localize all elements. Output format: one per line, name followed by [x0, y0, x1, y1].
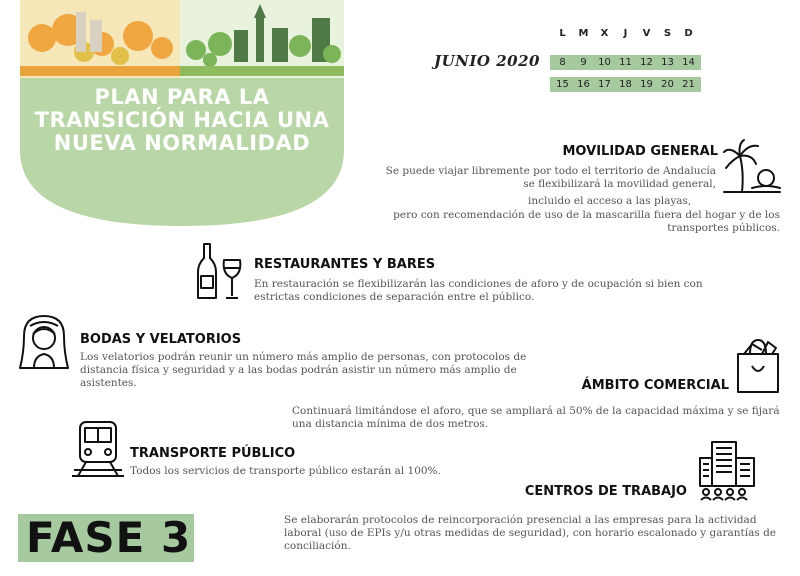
calendar-day: 17	[598, 79, 611, 90]
weekday-label: J	[623, 28, 628, 39]
calendar-weekday-header	[552, 28, 699, 39]
wine-bottle-glass-icon	[196, 240, 246, 302]
restaurantes-line: estrictas condiciones de separación entre el público.	[254, 291, 535, 303]
movilidad-line: incluido el acceso a las playas,	[528, 195, 692, 207]
bride-icon	[16, 312, 72, 372]
shopping-bag-icon	[734, 336, 782, 394]
bodas-line: Los velatorios podrán reunir un número más amplio de personas, con protocolos de	[80, 351, 527, 363]
restaurantes-title: RESTAURANTES Y BARES	[254, 257, 436, 272]
header-title-line-2: TRANSICIÓN HACIA UNA	[34, 108, 330, 132]
calendar-day: 18	[619, 79, 632, 90]
transporte-title: TRANSPORTE PÚBLICO	[130, 446, 296, 461]
calendar-day: 14	[682, 57, 695, 68]
bodas-title: BODAS Y VELATORIOS	[80, 332, 242, 347]
calendar-week-row	[550, 55, 701, 70]
calendar-day: 11	[619, 57, 632, 68]
movilidad-line: pero con recomendación de uso de la mascarilla fuera del hogar y de los	[393, 209, 780, 221]
calendar-day: 21	[682, 79, 695, 90]
calendar-day: 20	[661, 79, 674, 90]
calendar-day: 19	[640, 79, 653, 90]
comercial-title: ÁMBITO COMERCIAL	[581, 378, 729, 393]
movilidad-text-2	[528, 195, 691, 208]
phase-badge	[18, 514, 194, 562]
weekday-label: V	[642, 28, 651, 39]
comercial-line: una distancia mínima de dos metros.	[292, 418, 489, 430]
bodas-text	[80, 351, 526, 390]
calendar-day: 13	[661, 57, 674, 68]
calendar-day: 10	[598, 57, 611, 68]
train-icon	[70, 418, 126, 480]
weekday-label: S	[663, 28, 672, 39]
bodas-line: asistentes.	[80, 377, 137, 389]
movilidad-line: transportes públicos.	[667, 222, 780, 234]
calendar-day: 16	[577, 79, 590, 90]
weekday-label: M	[578, 28, 589, 39]
movilidad-text-3	[393, 209, 780, 235]
comercial-line: Continuará limitándose el aforo, que se ampliará al 50% de la capacidad máxima y se fijará	[292, 405, 780, 417]
weekday-label: D	[684, 28, 693, 39]
header-title-line-1: PLAN PARA LA	[94, 85, 270, 109]
calendar-month: JUNIO 2020	[434, 52, 540, 70]
header-title-line-3: NUEVA NORMALIDAD	[53, 131, 311, 155]
restaurantes-text	[254, 278, 703, 304]
movilidad-line: Se puede viajar libremente por todo el territorio de Andalucía	[385, 165, 716, 177]
trabajo-title: CENTROS DE TRABAJO	[524, 484, 687, 499]
transporte-text	[130, 465, 441, 478]
trabajo-line: Se elaborarán protocolos de reincorporación presencial a las empresas para la actividad	[284, 514, 757, 526]
movilidad-title: MOVILIDAD GENERAL	[562, 144, 718, 159]
comercial-text	[292, 405, 780, 431]
trabajo-line: laboral (uso de EPIs y/u otras medidas de seguridad), con horario escalonado y garantías de	[284, 527, 777, 539]
trabajo-text	[284, 514, 776, 553]
calendar-week-row	[550, 77, 701, 92]
transporte-line: Todos los servicios de transporte público estarán al 100%.	[130, 465, 441, 477]
movilidad-line: se flexibilizará la movilidad general,	[523, 178, 716, 190]
calendar-day: 12	[640, 57, 653, 68]
restaurantes-line: En restauración se flexibilizarán las condiciones de aforo y de ocupación si bien con	[254, 278, 703, 290]
calendar-day: 9	[580, 57, 587, 68]
office-building-icon	[696, 440, 758, 502]
movilidad-text-1	[386, 165, 716, 191]
bodas-line: distancia física y seguridad y a las bodas podrán asistir un número más amplio de	[80, 364, 517, 376]
trabajo-line: conciliación.	[284, 540, 351, 552]
header-title	[20, 86, 344, 155]
calendar-day: 15	[556, 79, 569, 90]
weekday-label: L	[559, 28, 566, 39]
phase-badge-label: FASE 3	[26, 513, 192, 562]
calendar-day: 8	[559, 57, 566, 68]
palm-beach-icon	[722, 138, 782, 196]
weekday-label: X	[600, 28, 609, 39]
